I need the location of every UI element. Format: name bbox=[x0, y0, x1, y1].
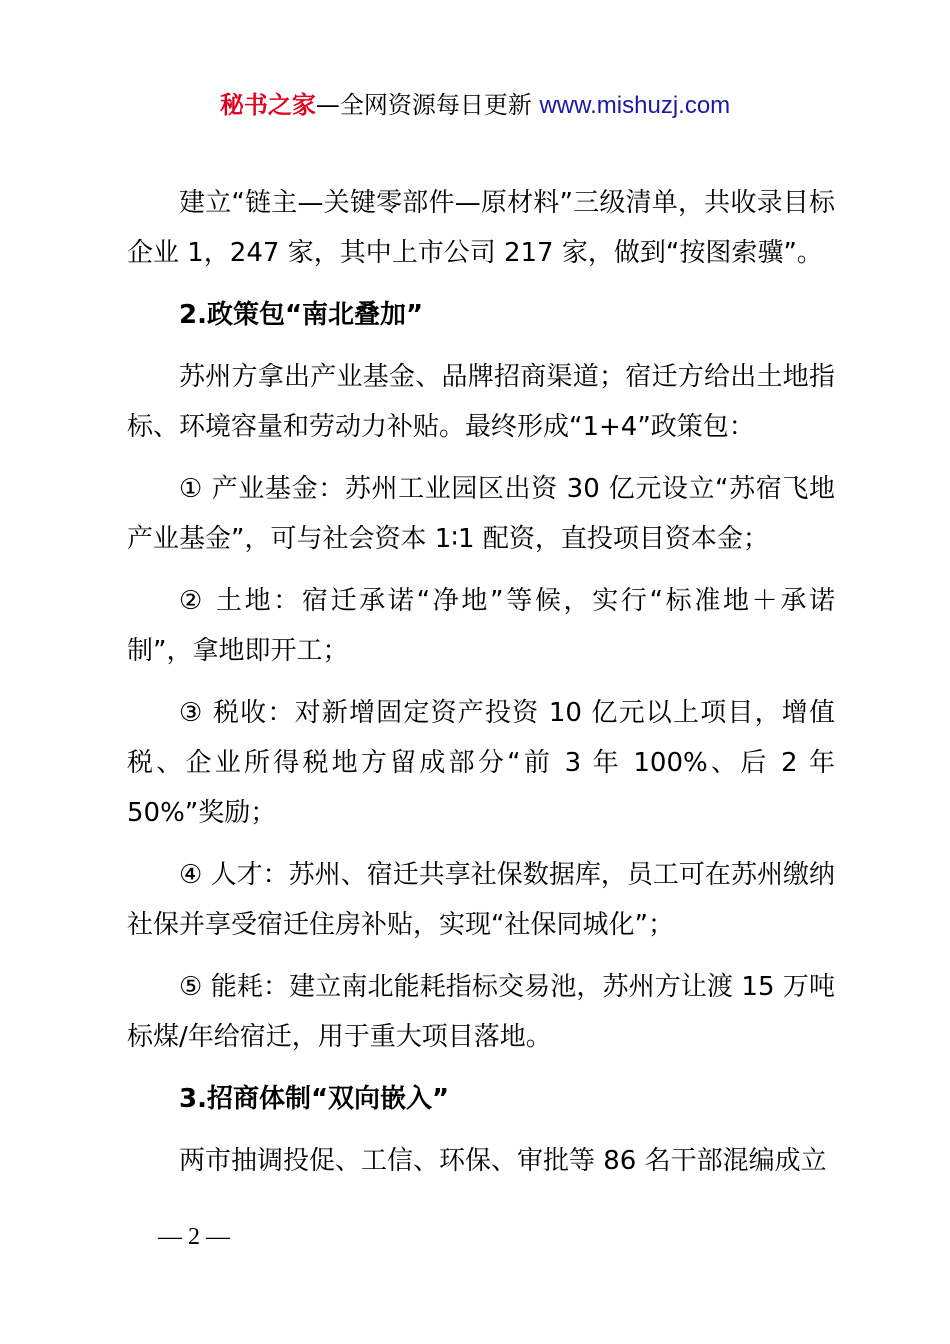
policy-item-tax: ③ 税收：对新增固定资产投资 10 亿元以上项目，增值税、企业所得税地方留成部分“前 3 年 100%、后 2 年 50%”奖励； bbox=[127, 698, 835, 828]
section-heading-policy-package: 2.政策包“南北叠加” bbox=[179, 300, 424, 330]
policy-item-energy: ⑤ 能耗：建立南北能耗指标交易池，苏州方让渡 15 万吨标煤/年给宿迁，用于重大项目落地。 bbox=[127, 972, 835, 1052]
policy-item-industry-fund: ① 产业基金：苏州工业园区出资 30 亿元设立“苏宿飞地产业基金”，可与社会资本 1∶1 配资，直投项目资本金； bbox=[127, 474, 835, 554]
policy-item-land: ② 土地：宿迁承诺“净地”等候，实行“标准地＋承诺制”，拿地即开工； bbox=[127, 586, 835, 666]
header-tagline: —全网资源每日更新 bbox=[315, 91, 540, 119]
brand-name: 秘书之家 bbox=[219, 91, 316, 119]
document-body bbox=[127, 178, 835, 1186]
site-header bbox=[0, 88, 950, 123]
paragraph-policy-intro: 苏州方拿出产业基金、品牌招商渠道；宿迁方给出土地指标、环境容量和劳动力补贴。最终形成“1+4”政策包： bbox=[127, 362, 835, 442]
section-heading-investment-system: 3.招商体制“双向嵌入” bbox=[179, 1084, 450, 1114]
site-url-link[interactable]: www.mishuzj.com bbox=[539, 92, 731, 119]
paragraph-target-list: 建立“链主—关键零部件—原材料”三级清单，共收录目标企业 1，247 家，其中上市公司 217 家，做到“按图索骥”。 bbox=[127, 188, 835, 268]
paragraph-cadre-team: 两市抽调投促、工信、环保、审批等 86 名干部混编成立 bbox=[179, 1146, 827, 1176]
page-number: — 2 — bbox=[158, 1224, 230, 1250]
policy-item-talent: ④ 人才：苏州、宿迁共享社保数据库，员工可在苏州缴纳社保并享受宿迁住房补贴，实现“社保同城化”； bbox=[127, 860, 835, 940]
